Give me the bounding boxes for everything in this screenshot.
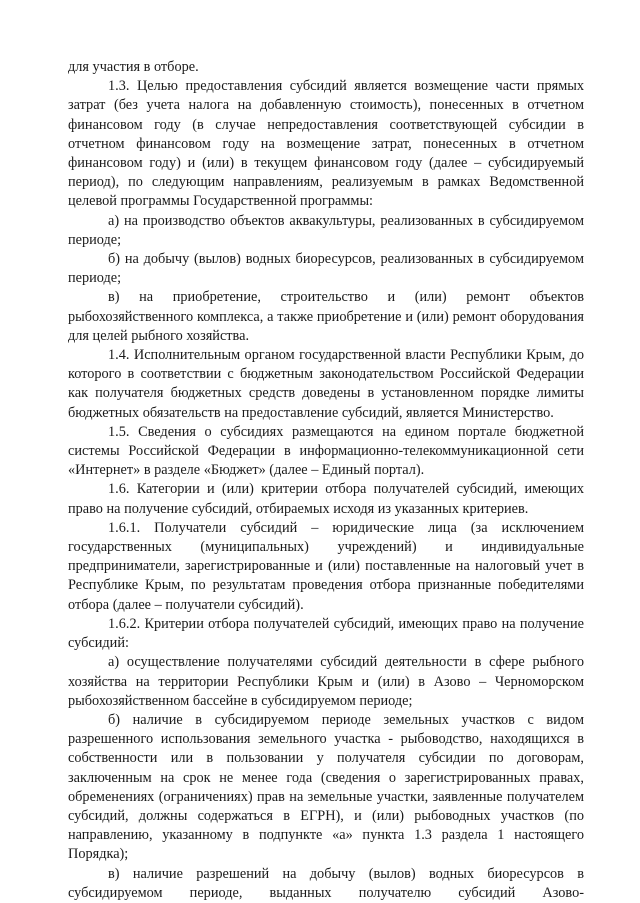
paragraph-1-6-2-b: б) наличие в субсидируемом периоде земельных участков с видом разрешенного использования земельного участка - рыбоводство, находящихся в собственности или в пользовании у получателя субсидии по договорам, заключенным на срок не менее года (сведения о зарегистрированных правах, обременениях (ограничениях) прав на земельные участки, заявленные получателем субсидий, должны содержаться в ЕГРН), и (или) рыбоводных участков (по направлению, указанному в подпункте «а» пункта 1.3 раздела 1 настоящего Порядка); — [68, 711, 584, 863]
paragraph-1-6-2: 1.6.2. Критерии отбора получателей субсидий, имеющих право на получение субсидий: — [68, 615, 584, 652]
paragraph-1-3-b: б) на добычу (вылов) водных биоресурсов, реализованных в субсидируемом периоде; — [68, 251, 584, 287]
paragraph-1-5: 1.5. Сведения о субсидиях размещаются на едином портале бюджетной системы Российской Федерации в информационно-телекоммуникационной сети «Интернет» в разделе «Бюджет» (далее – Единый портал). — [68, 423, 584, 479]
paragraph-1-3-v: в) на приобретение, строительство и (или) ремонт объектов рыбохозяйственного комплекса, а также приобретение и (или) ремонт оборудования для целей рыбного хозяйства. — [68, 289, 584, 344]
paragraph-1-6-2-a: а) осуществление получателями субсидий деятельности в сфере рыбного хозяйства на территории Республики Крым и (или) в Азово – Черноморском рыбохозяйственном бассейне в субсидируемом периоде; — [68, 654, 584, 709]
document-page — [68, 58, 584, 903]
paragraph-1-3-a: а) на производство объектов аквакультуры, реализованных в субсидируемом периоде; — [68, 212, 584, 248]
paragraph-1-6-2-v: в) наличие разрешений на добычу (вылов) водных биоресурсов в субсидируемом периоде, выданных получателю субсидий Азово- — [68, 865, 584, 901]
paragraph: для участия в отборе. — [68, 59, 199, 75]
paragraph-1-4: 1.4. Исполнительным органом государственной власти Республики Крым, до которого в соответствии с бюджетным законодательством Российской Федерации как получателя бюджетных средств доведены в установленном порядке лимиты бюджетных обязательств на предоставление субсидий, является Министерство. — [68, 347, 584, 421]
paragraph-1-6: 1.6. Категории и (или) критерии отбора получателей субсидий, имеющих право на получение субсидий, отбираемых исходя из указанных критериев. — [68, 481, 584, 517]
paragraph-1-3: 1.3. Целью предоставления субсидий является возмещение части прямых затрат (без учета налога на добавленную стоимость), понесенных в отчетном финансовом году (в случае непредоставления соответствующей субсидии в отчетном финансовом году на возмещение затрат, понесенных в отчетном финансовом году) и (или) в текущем финансовом году (далее – субсидируемый период), по следующим направлениям, реализуемым в рамках Ведомственной целевой программы Государственной программы: — [68, 78, 584, 210]
paragraph-1-6-1: 1.6.1. Получатели субсидий – юридические лица (за исключением государственных (муниципальных) учреждений) и индивидуальные предприниматели, зарегистрированные и (или) поставленные на налоговый учет в Республике Крым, по результатам проведения отбора признанные победителями отбора (далее – получатели субсидий). — [68, 519, 584, 613]
